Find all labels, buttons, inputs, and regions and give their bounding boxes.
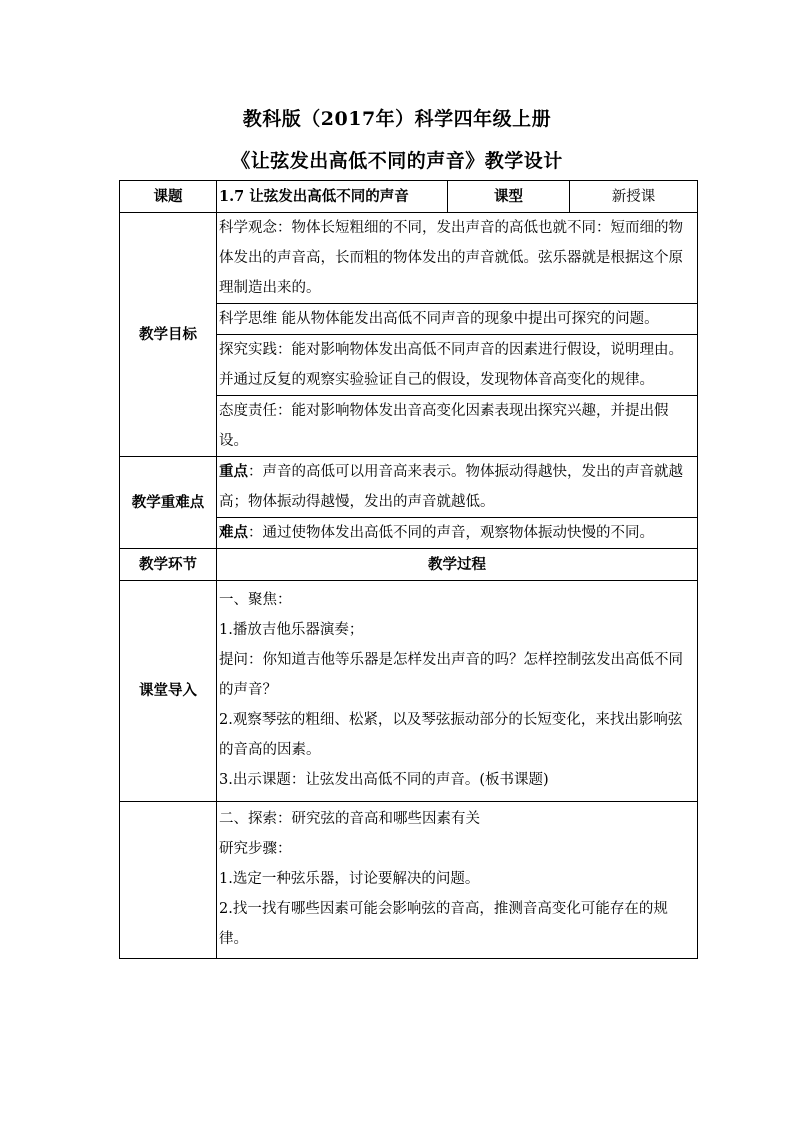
process-header: 教学过程: [217, 549, 698, 581]
explore-line: 研究步骤：: [219, 841, 292, 857]
topic-value: 1.7 让弦发出高低不同的声音: [217, 181, 448, 213]
difficult-point-tag: 难点: [219, 524, 248, 541]
intro-line: 1.播放吉他乐器演奏；: [219, 622, 364, 638]
intro-content: [217, 581, 698, 802]
goal-thinking: 科学思维 能从物体能发出高低不同声音的现象中提出可探究的问题。: [217, 304, 698, 335]
intro-line: 提问：你知道吉他等乐器是怎样发出声音的吗？怎样控制弦发出高低不同的声音？: [219, 652, 683, 698]
type-value: 新授课: [570, 181, 698, 213]
intro-row: [120, 581, 698, 802]
explore-line: 2.找一找有哪些因素可能会影响弦的音高，推测音高变化可能存在的规律。: [219, 901, 668, 947]
key-point-tag: 重点: [219, 463, 248, 480]
intro-line: 2.观察琴弦的粗细、松紧，以及琴弦振动部分的长短变化，来找出影响弦的音高的因素。: [219, 712, 683, 758]
difficult-point-cell: [217, 518, 698, 549]
goals-label: 教学目标: [120, 213, 217, 457]
intro-label: 课堂导入: [120, 581, 217, 802]
lesson-title: 《让弦发出高低不同的声音》教学设计: [231, 150, 563, 172]
key-point-row: [120, 457, 698, 518]
goal-attitude: 态度责任：能对影响物体发出音高变化因素表现出探究兴趣，并提出假设。: [217, 396, 698, 457]
key-point-text: ：声音的高低可以用音高来表示。物体振动得越快，发出的声音就越高；物体振动得越慢，发出的声音就越低。: [219, 464, 683, 510]
goal-practice: 探究实践：能对影响物体发出高低不同声音的因素进行假设，说明理由。并通过反复的观察实验验证自己的假设，发现物体音高变化的规律。: [217, 335, 698, 396]
lesson-plan-table: [119, 180, 698, 959]
key-point-cell: [217, 457, 698, 518]
intro-line: 一、聚焦：: [219, 592, 292, 608]
explore-content: [217, 802, 698, 959]
topic-label: 课题: [120, 181, 217, 213]
goal-row: [120, 213, 698, 304]
header-row: [120, 549, 698, 581]
goal-concept: 科学观念：物体长短粗细的不同，发出声音的高低也就不同：短而细的物体发出的声音高，长而粗的物体发出的声音就低。弦乐器就是根据这个原理制造出来的。: [217, 213, 698, 304]
document-title: 教科版（2017年）科学四年级上册: [242, 108, 552, 130]
topic-row: [120, 181, 698, 213]
stage-header: 教学环节: [120, 549, 217, 581]
explore-row: [120, 802, 698, 959]
explore-label: [120, 802, 217, 959]
key-difficult-label: 教学重难点: [120, 457, 217, 549]
explore-line: 二、探索：研究弦的音高和哪些因素有关: [219, 811, 480, 827]
explore-line: 1.选定一种弦乐器，讨论要解决的问题。: [219, 871, 480, 887]
type-label: 课型: [448, 181, 570, 213]
intro-line: 3.出示课题：让弦发出高低不同的声音。(板书课题): [219, 772, 549, 788]
difficult-point-text: ：通过使物体发出高低不同的声音，观察物体振动快慢的不同。: [248, 525, 654, 541]
